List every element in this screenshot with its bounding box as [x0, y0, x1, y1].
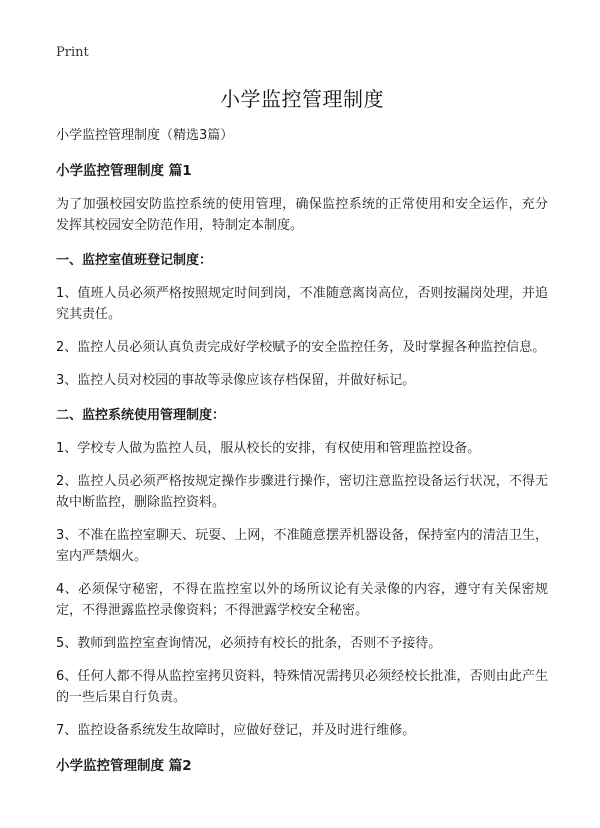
document-subtitle: 小学监控管理制度（精选3篇）	[56, 128, 234, 143]
list-item: 7、监控设备系统发生故障时，应做好登记，并及时进行维修。	[56, 723, 416, 738]
part-heading-2: 小学监控管理制度 篇2	[56, 758, 192, 774]
section-heading-1: 一、监控室值班登记制度：	[56, 253, 213, 268]
list-item: 5、教师到监控室查询情况，必须持有校长的批条，否则不予接待。	[56, 636, 442, 651]
intro-paragraph: 为了加强校园安防监控系统的使用管理，确保监控系统的正常使用和安全运作，充分发挥其校园安全防范作用，特制定本制度。	[56, 197, 548, 233]
list-item: 2、监控人员必须严格按规定操作步骤进行操作，密切注意监控设备运行状况，不得无故中断监控，删除监控资料。	[56, 474, 548, 510]
list-item: 6、任何人都不得从监控室拷贝资料，特殊情况需拷贝必须经校长批准，否则由此产生的一些后果自行负责。	[56, 669, 548, 705]
document-body	[56, 160, 548, 777]
list-item: 4、必须保守秘密，不得在监控室以外的场所议论有关录像的内容，遵守有关保密规定，不得泄露监控录像资料；不得泄露学校安全秘密。	[56, 582, 548, 618]
list-item: 2、监控人员必须认真负责完成好学校赋予的安全监控任务，及时掌握各种监控信息。	[56, 340, 546, 355]
print-link[interactable]: Print	[56, 45, 89, 60]
list-item: 3、不准在监控室聊天、玩耍、上网，不准随意摆弄机器设备，保持室内的清洁卫生，室内严禁烟火。	[56, 528, 548, 564]
section-heading-2: 二、监控系统使用管理制度：	[56, 408, 226, 423]
part-heading-1: 小学监控管理制度 篇1	[56, 163, 192, 179]
list-item: 1、学校专人做为监控人员，服从校长的安排，有权使用和管理监控设备。	[56, 441, 481, 456]
list-item: 3、监控人员对校园的事故等录像应该存档保留，并做好标记。	[56, 373, 416, 388]
list-item: 1、值班人员必须严格按照规定时间到岗，不准随意离岗高位，否则按漏岗处理，并追究其责任。	[56, 286, 548, 322]
page-title: 小学监控管理制度	[220, 87, 384, 111]
